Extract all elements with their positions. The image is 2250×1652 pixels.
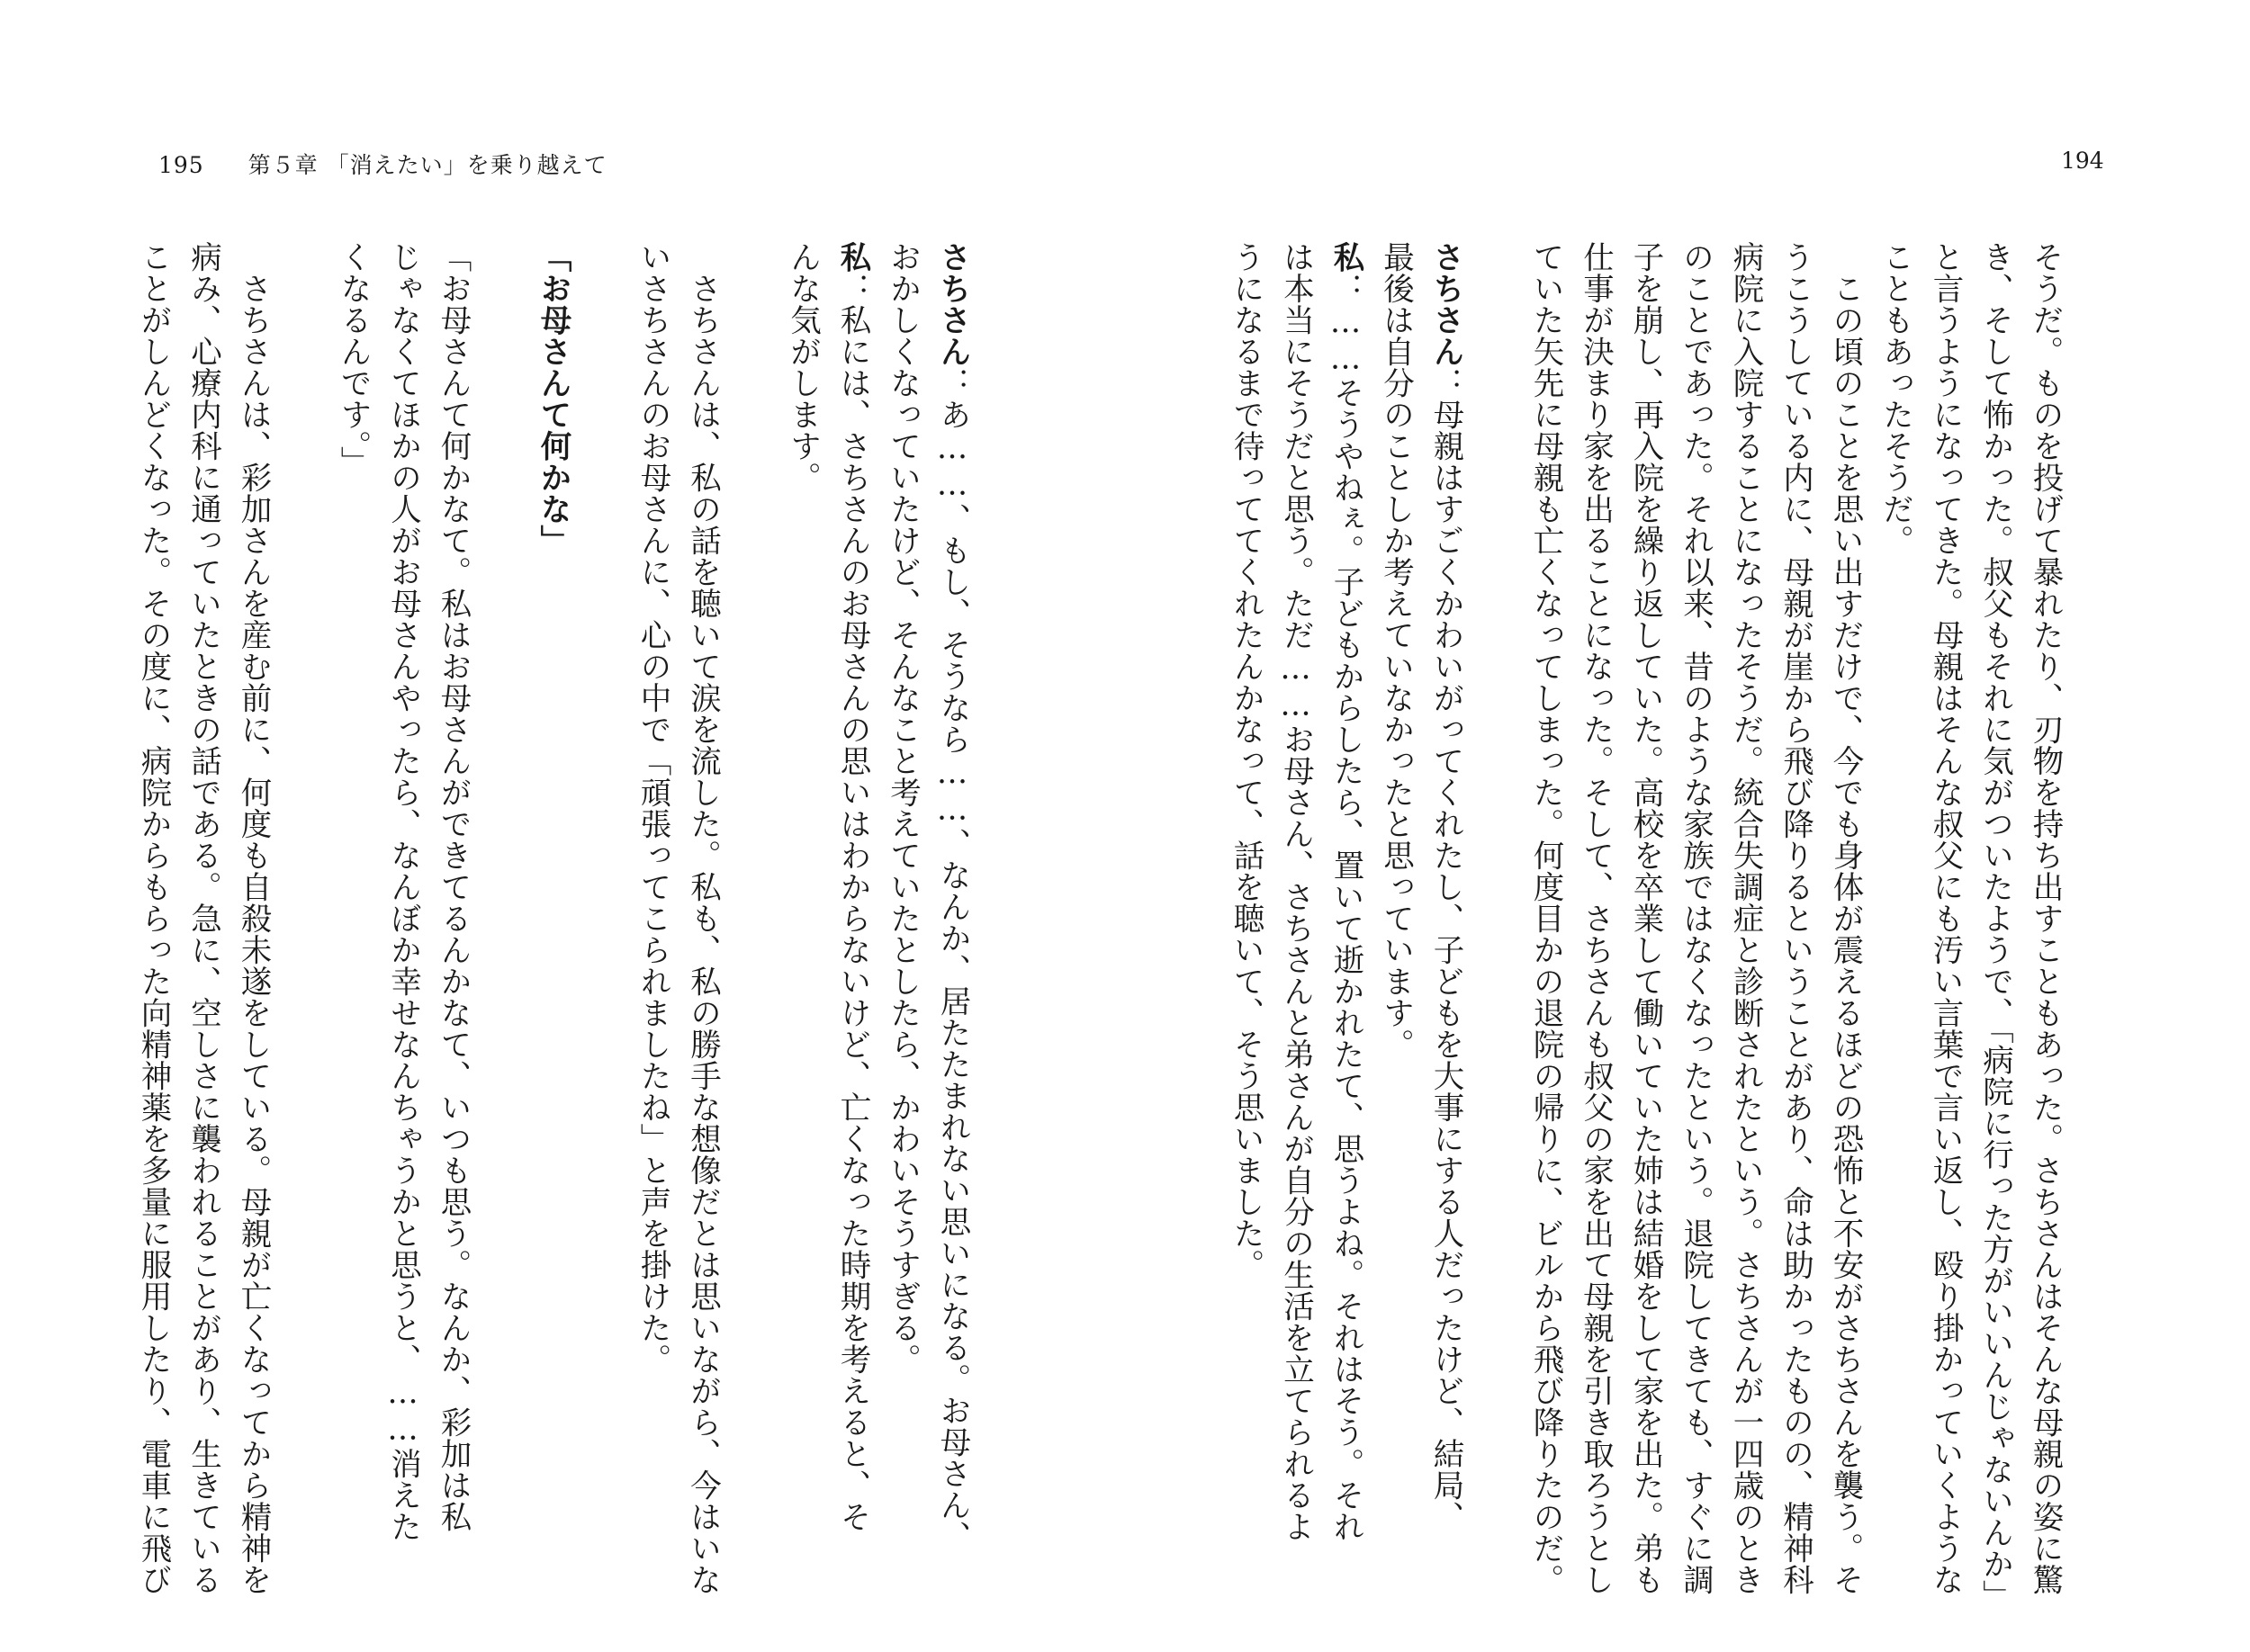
text-line: 仕事が決まり家を出ることになった。そして、さちさんも叔父の家を出て母親を引き取ろうとし <box>1577 241 1614 1595</box>
right-page-number: 194 <box>2061 148 2104 174</box>
text-line: と言うようになってきた。母親はそんな叔父にも汚い言葉で言い返し、殴り掛かっていくような <box>1927 241 1963 1595</box>
text-line: くなるんです。」 <box>335 241 371 478</box>
dialogue-text: 母親はすごくかわいがってくれたし、子どもを大事にする人だったけど、結局、 <box>1427 399 1463 1532</box>
text-line <box>582 241 624 1591</box>
dialogue-text: ……そうやねぇ。子どもからしたら、置いて逝かれたて、思うよね。それはそう。それ <box>1328 304 1364 1542</box>
text-line: こともあったそうだ。 <box>1876 241 1913 556</box>
section-heading: 「お母さんて何かな」 <box>535 241 571 556</box>
text-line: ことがしんどくなった。その度に、病院からもらった向精神薬を多量に服用したり、電車に飛び <box>135 241 171 1595</box>
text-line: じゃなくてほかの人がお母さんやったら、なんぼか幸せなんちゃうかと思うと、……消えた <box>384 241 421 1542</box>
speaker-separator: ： <box>1427 367 1463 399</box>
text-line <box>732 241 773 1591</box>
speaker-name: さちさん <box>1427 241 1463 367</box>
text-line: うになるまで待っててくれたんかなって、話を聴いて、そう思いました。 <box>1228 241 1264 1280</box>
text-line: き、そして怖かった。叔父もそれに気がついたようで、「病院に行った方がいいんじゃないんか」 <box>1976 241 2013 1612</box>
running-title: 第５章 「消えたい」を乗り越えて <box>248 152 608 178</box>
speaker-name: 私 <box>834 241 870 273</box>
text-line: この頃のことを思い出すだけで、今でも身体が震えるほどの恐怖と不安がさちさんを襲う。そ <box>1827 241 1863 1595</box>
dialogue-line <box>932 241 973 1591</box>
speaker-name: 私 <box>1328 241 1364 273</box>
speaker-separator: ： <box>934 367 970 399</box>
speaker-name: さちさん <box>934 241 970 367</box>
text-line: 最後は自分のことしか考えていなかったと思っています。 <box>1377 241 1414 1060</box>
text-line: 病み、心療内科に通っていたときの話である。急に、空しさに襲われることがあり、生きている <box>184 241 221 1595</box>
text-line: いさちさんのお母さんに、心の中で「頑張ってこられましたね」と声を掛けた。 <box>634 241 670 1375</box>
dialogue-line <box>1325 241 1366 1591</box>
text-line: うこうしている内に、母親が崖から飛び降りるということがあり、命は助かったものの、精神科 <box>1777 241 1814 1595</box>
dialogue-text: 私には、さちさんのお母さんの思いはわからないけど、亡くなった時期を考えると、そ <box>834 304 870 1532</box>
speaker-separator: ： <box>834 273 870 304</box>
text-line <box>1475 241 1516 1591</box>
text-line: んな気がします。 <box>784 241 821 493</box>
text-line: おかしくなっていたけど、そんなこと考えていたとしたら、かわいそうすぎる。 <box>884 241 921 1375</box>
text-line: 「お母さんて何かなて。私はお母さんができてるんかなて、いつも思う。なんか、彩加は私 <box>435 241 471 1532</box>
text-line: さちさんは、私の話を聴いて涙を流した。私も、私の勝手な想像だとは思いながら、今はいな <box>684 241 721 1595</box>
dialogue-line <box>832 241 873 1591</box>
left-page-header <box>158 148 608 180</box>
text-line: 子を崩し、再入院を繰り返していた。高校を卒業して働いていた姉は結婚をして家を出た。弟も <box>1627 241 1663 1595</box>
left-page-number: 195 <box>158 152 204 178</box>
dialogue-text: あ……、もし、そうなら……、なんか、居たたまれない思いになる。お母さん、 <box>934 399 970 1552</box>
dialogue-line <box>1425 241 1466 1591</box>
text-line: ていた矢先に母親も亡くなってしまった。何度目かの退院の帰りに、ビルから飛び降りたのだ。 <box>1527 241 1563 1595</box>
text-line: そうだ。ものを投げて暴れたり、刃物を持ち出すこともあった。さちさんはそんな母親の姿に驚 <box>2027 241 2063 1595</box>
text-line: 病院に入院することになったそうだ。統合失調症と診断されたという。さちさんが一四歳のとき <box>1727 241 1763 1595</box>
text-line: のことであった。それ以来、昔のような家族ではなくなったという。退院してきても、すぐに調 <box>1677 241 1714 1595</box>
speaker-separator: ： <box>1328 273 1364 304</box>
text-line: さちさんは、彩加さんを産む前に、何度も自殺未遂をしている。母親が亡くなってから精神を <box>235 241 271 1595</box>
text-line <box>283 241 324 1591</box>
text-line: は本当にそうだと思う。ただ……お母さん、さちさんと弟さんが自分の生活を立てられるよ <box>1277 241 1314 1542</box>
text-line <box>482 241 524 1591</box>
